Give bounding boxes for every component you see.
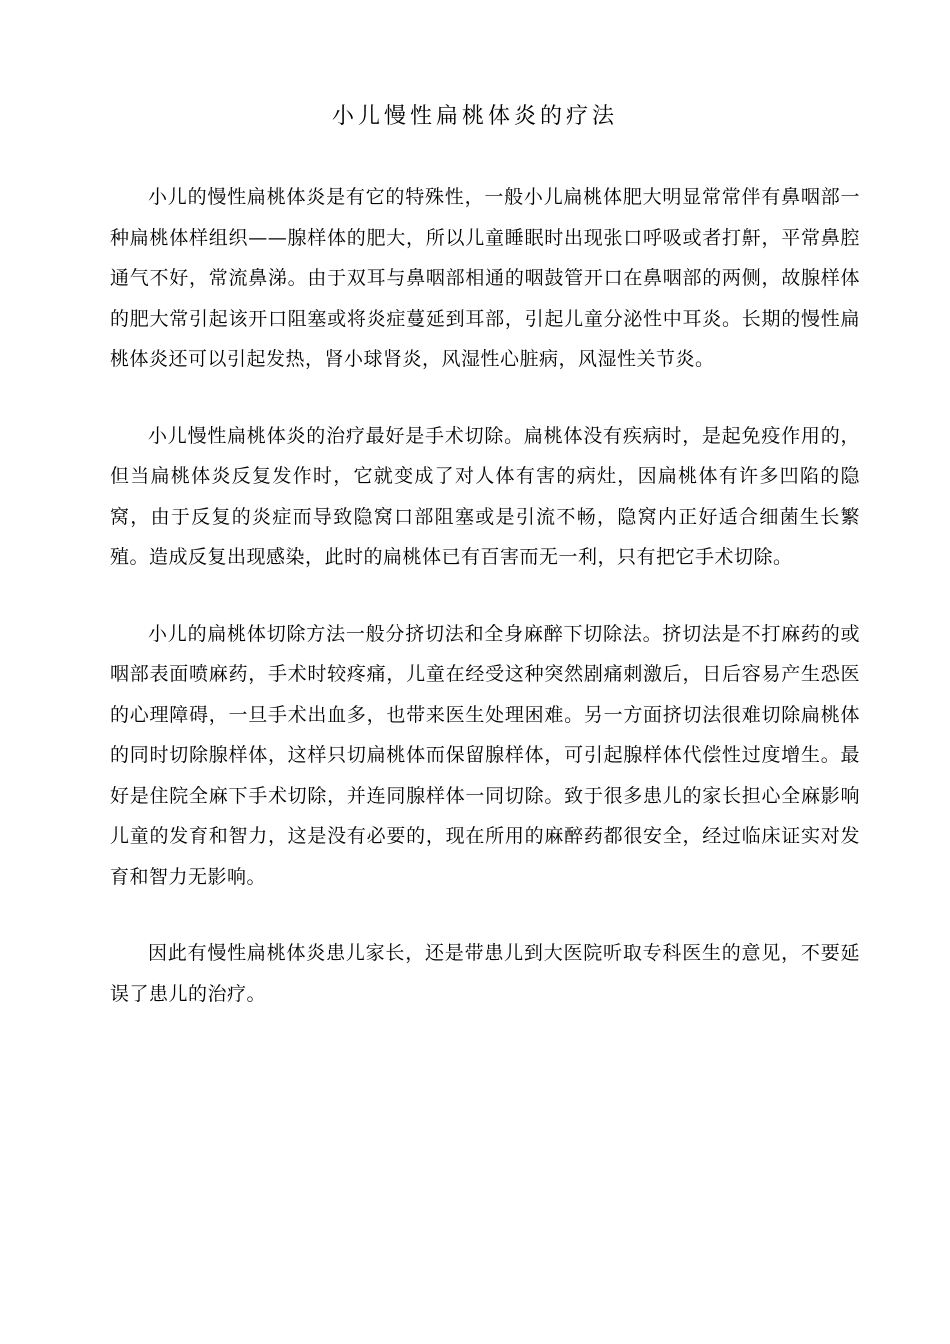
paragraph-1: 小儿的慢性扁桃体炎是有它的特殊性，一般小儿扁桃体肥大明显常常伴有鼻咽部一种扁桃体样组织——腺样体的肥大，所以儿童睡眠时出现张口呼吸或者打鼾，平常鼻腔通气不好，常流鼻涕。由于双耳与鼻咽部相通的咽鼓管开口在鼻咽部的两侧，故腺样体的肥大常引起该开口阻塞或将炎症蔓延到耳部，引起儿童分泌性中耳炎。长期的慢性扁桃体炎还可以引起发热，肾小球肾炎，风湿性心脏病，风湿性关节炎。 xyxy=(110,186,860,370)
paragraph-3: 小儿的扁桃体切除方法一般分挤切法和全身麻醉下切除法。挤切法是不打麻药的或咽部表面喷麻药，手术时较疼痛，儿童在经受这种突然剧痛刺激后，日后容易产生恐医的心理障碍，一旦手术出血多，也带来医生处理困难。另一方面挤切法很难切除扁桃体的同时切除腺样体，这样只切扁桃体而保留腺样体，可引起腺样体代偿性过度增生。最好是住院全麻下手术切除，并连同腺样体一同切除。致于很多患儿的家长担心全麻影响儿童的发育和智力，这是没有必要的，现在所用的麻醉药都很安全，经过临床证实对发育和智力无影响。 xyxy=(110,622,860,888)
paragraph-4: 因此有慢性扁桃体炎患儿家长，还是带患儿到大医院听取专科医生的意见，不要延误了患儿的治疗。 xyxy=(110,942,860,1005)
paragraph-2: 小儿慢性扁桃体炎的治疗最好是手术切除。扁桃体没有疾病时，是起免疫作用的，但当扁桃体炎反复发作时，它就变成了对人体有害的病灶，因扁桃体有许多凹陷的隐窝，由于反复的炎症而导致隐窝口部阻塞或是引流不畅，隐窝内正好适合细菌生长繁殖。造成反复出现感染，此时的扁桃体已有百害而无一利，只有把它手术切除。 xyxy=(110,424,860,568)
document-body xyxy=(110,177,860,1050)
document-title: 小儿慢性扁桃体炎的疗法 xyxy=(331,104,618,129)
